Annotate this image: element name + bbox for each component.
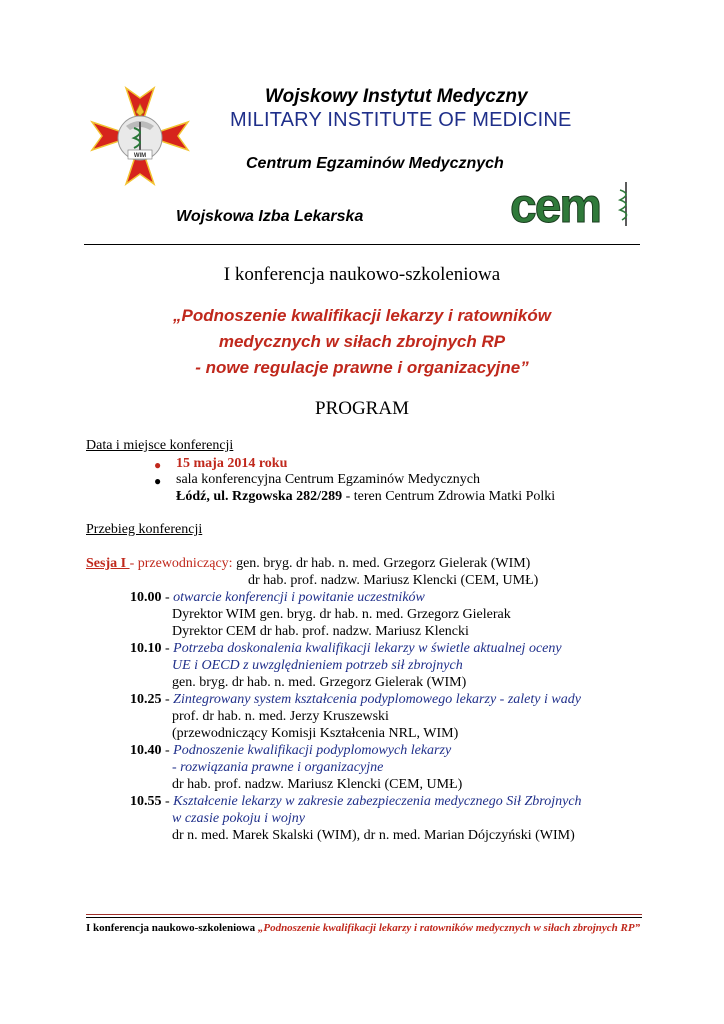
header-divider xyxy=(84,244,640,245)
page-footer xyxy=(86,922,640,934)
footer-conference-subtitle: „Podnoszenie kwalifikacji lekarzy i ratowników medycznych w siłach zbrojnych RP” xyxy=(257,922,641,934)
agenda-separator: - xyxy=(161,692,174,707)
agenda-topic: otwarcie konferencji i powitanie uczestników xyxy=(173,590,425,605)
agenda-separator: - xyxy=(161,794,174,809)
agenda-item xyxy=(130,692,581,708)
conference-subtitle-line-1: „Podnoszenie kwalifikacji lekarzy i ratowników xyxy=(173,306,551,325)
session-chair-2: dr hab. prof. nadzw. Mariusz Klencki (CEM, UMŁ) xyxy=(248,573,539,588)
agenda-time: 10.25 xyxy=(130,692,162,707)
cem-logo-text: cem xyxy=(510,180,601,228)
footer-divider-red xyxy=(86,914,642,915)
caduceus-icon xyxy=(620,182,627,226)
center-name: Centrum Egzaminów Medycznych xyxy=(246,155,504,172)
agenda-item xyxy=(130,590,425,606)
institute-name-pl: Wojskowy Instytut Medyczny xyxy=(265,86,528,107)
agenda-speaker: (przewodniczący Komisji Kształcenia NRL, WIM) xyxy=(172,726,459,741)
agenda-item xyxy=(130,794,582,810)
session-chair-prefix: - przewodniczący: xyxy=(129,556,233,571)
agenda-time: 10.00 xyxy=(130,590,162,605)
agenda-separator: - xyxy=(161,590,174,605)
agenda-item xyxy=(130,743,451,759)
details-heading: Data i miejsce konferencji xyxy=(86,438,234,453)
bullet-icon: ● xyxy=(154,474,162,488)
session-chair-1: gen. bryg. dr hab. n. med. Grzegorz Gielerak (WIM) xyxy=(232,556,531,571)
agenda-topic-continued: w czasie pokoju i wojny xyxy=(172,811,305,826)
agenda-time: 10.40 xyxy=(130,743,162,758)
agenda-item xyxy=(130,641,562,657)
agenda-topic-continued: UE i OECD z uwzględnieniem potrzeb sił zbrojnych xyxy=(172,658,463,673)
agenda-topic: Podnoszenie kwalifikacji podyplomowych lekarzy xyxy=(173,743,452,758)
chamber-name: Wojskowa Izba Lekarska xyxy=(176,208,364,225)
bullet-icon: ● xyxy=(154,458,162,472)
session-label: Sesja I xyxy=(86,556,130,571)
agenda-topic-continued: - rozwiązania prawne i organizacyjne xyxy=(172,760,384,775)
address-note: - teren Centrum Zdrowia Matki Polki xyxy=(342,489,556,504)
program-heading: PROGRAM xyxy=(315,398,409,419)
agenda-speaker: dr hab. prof. nadzw. Mariusz Klencki (CEM, UMŁ) xyxy=(172,777,463,792)
conference-venue: sala konferencyjna Centrum Egzaminów Medycznych xyxy=(176,472,481,487)
institute-name-en: MILITARY INSTITUTE OF MEDICINE xyxy=(230,109,572,131)
footer-divider-black xyxy=(86,917,642,918)
agenda-time: 10.10 xyxy=(130,641,162,656)
agenda-speaker: dr n. med. Marek Skalski (WIM), dr n. med. Marian Dójczyński (WIM) xyxy=(172,828,575,843)
wim-logo-text: WIM xyxy=(133,153,147,159)
conference-subtitle-line-2: medycznych w siłach zbrojnych RP xyxy=(218,332,506,351)
address-city-street: Łódź, ul. Rzgowska 282/289 xyxy=(176,489,343,504)
agenda-time: 10.55 xyxy=(130,794,162,809)
agenda-speaker: prof. dr hab. n. med. Jerzy Kruszewski xyxy=(172,709,389,724)
session-chair-line xyxy=(86,556,530,572)
agenda-topic: Potrzeba doskonalenia kwalifikacji lekarzy w świetle aktualnej oceny xyxy=(173,641,562,656)
conference-subtitle-line-3: - nowe regulacje prawne i organizacyjne” xyxy=(195,358,529,377)
footer-conference-title: I konferencja naukowo-szkoleniowa xyxy=(86,922,258,934)
agenda-topic: Kształcenie lekarzy w zakresie zabezpieczenia medycznego Sił Zbrojnych xyxy=(173,794,582,809)
conference-address xyxy=(176,489,555,505)
agenda-speaker: Dyrektor WIM gen. bryg. dr hab. n. med. Grzegorz Gielerak xyxy=(172,607,511,622)
agenda-heading: Przebieg konferencji xyxy=(86,522,203,537)
wim-emblem-logo xyxy=(86,82,194,190)
conference-date: 15 maja 2014 roku xyxy=(176,456,288,471)
agenda-speaker: Dyrektor CEM dr hab. prof. nadzw. Mariusz Klencki xyxy=(172,624,469,639)
agenda-separator: - xyxy=(161,641,174,656)
agenda-topic: Zintegrowany system kształcenia podyplomowego lekarzy - zalety i wady xyxy=(173,692,581,707)
conference-title: I konferencja naukowo-szkoleniowa xyxy=(223,264,501,285)
agenda-speaker: gen. bryg. dr hab. n. med. Grzegorz Gielerak (WIM) xyxy=(172,675,467,690)
cem-logo xyxy=(508,180,638,228)
agenda-separator: - xyxy=(161,743,174,758)
